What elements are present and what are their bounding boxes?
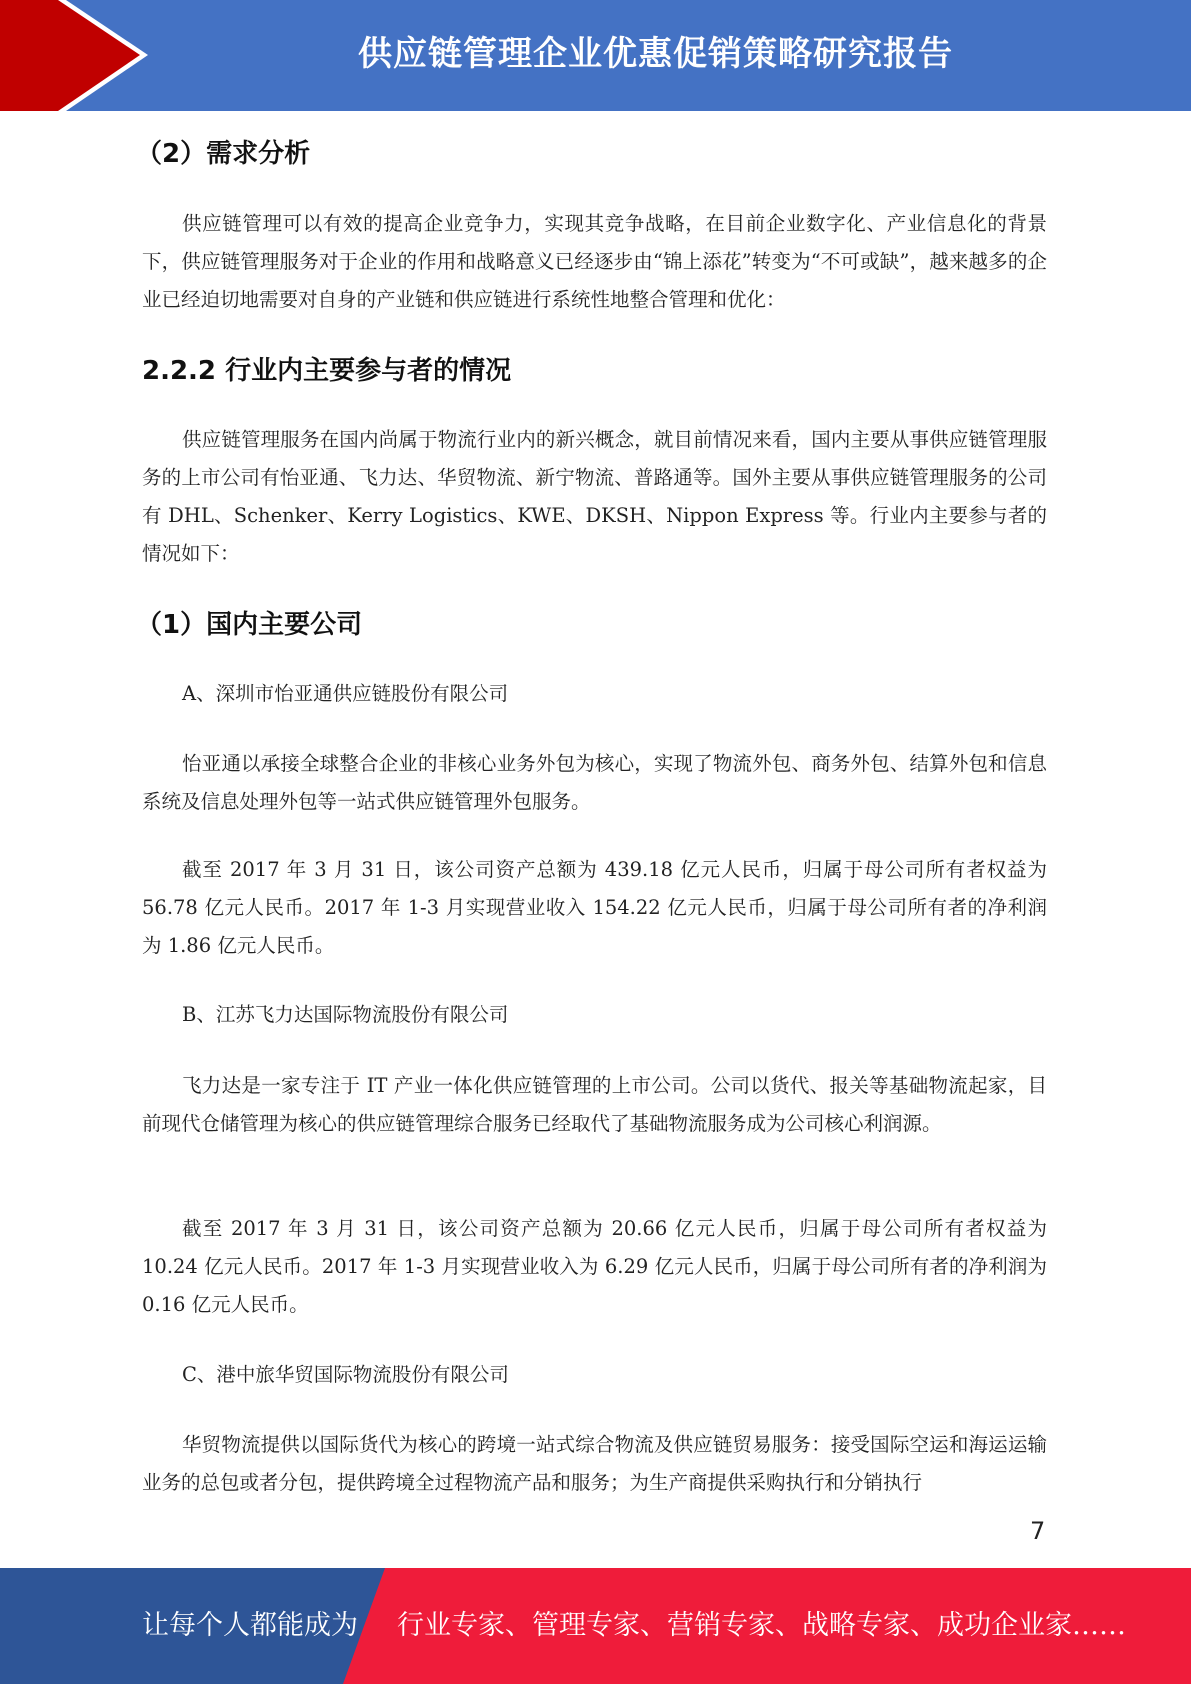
participants-heading: 2.2.2 行业内主要参与者的情况 xyxy=(142,356,512,386)
participants-paragraph: 供应链管理服务在国内尚属于物流行业内的新兴概念，就目前情况来看，国内主要从事供应链管理服务的上市公司有怡亚通、飞力达、华贸物流、新宁物流、普路通等。国外主要从事供应链管理服务的公司有 DHL、Schenker、Kerry Logistics、KWE、DKSH、Nippon Express 等。行业内主要参与者的情况如下： xyxy=(142,428,1047,565)
header-chevron-icon xyxy=(0,0,160,111)
company-a-name: A、深圳市怡亚通供应链股份有限公司 xyxy=(182,682,509,705)
report-title: 供应链管理企业优惠促销策略研究报告 xyxy=(358,34,953,74)
company-b-paragraph-1: 飞力达是一家专注于 IT 产业一体化供应链管理的上市公司。公司以货代、报关等基础物流起家，目前现代仓储管理为核心的供应链管理综合服务已经取代了基础物流服务成为公司核心利润源。 xyxy=(142,1074,1047,1135)
demand-analysis-heading: （2）需求分析 xyxy=(136,139,311,169)
company-c-paragraph-1: 华贸物流提供以国际货代为核心的跨境一站式综合物流及供应链贸易服务：接受国际空运和海运运输业务的总包或者分包，提供跨境全过程物流产品和服务；为生产商提供采购执行和分销执行 xyxy=(142,1433,1047,1494)
footer-slogan-right: 行业专家、管理专家、营销专家、战略专家、成功企业家…… xyxy=(397,1610,1126,1641)
report-footer xyxy=(0,1568,1191,1684)
company-b-paragraph-2: 截至 2017 年 3 月 31 日，该公司资产总额为 20.66 亿元人民币，归属于母公司所有者权益为 10.24 亿元人民币。2017 年 1-3 月实现营业收入为 6.29 亿元人民币，归属于母公司所有者的净利润为 0.16 亿元人民币。 xyxy=(142,1217,1047,1316)
footer-slogan-left: 让每个人都能成为 xyxy=(142,1610,358,1641)
company-a-paragraph-1: 怡亚通以承接全球整合企业的非核心业务外包为核心，实现了物流外包、商务外包、结算外包和信息系统及信息处理外包等一站式供应链管理外包服务。 xyxy=(142,752,1047,813)
demand-analysis-paragraph: 供应链管理可以有效的提高企业竞争力，实现其竞争战略，在目前企业数字化、产业信息化的背景下，供应链管理服务对于企业的作用和战略意义已经逐步由“锦上添花”转变为“不可或缺”，越来越多的企业已经迫切地需要对自身的产业链和供应链进行系统性地整合管理和优化： xyxy=(142,212,1047,311)
domestic-companies-heading: （1）国内主要公司 xyxy=(136,610,363,640)
company-b-name: B、江苏飞力达国际物流股份有限公司 xyxy=(182,1003,509,1026)
company-c-name: C、港中旅华贸国际物流股份有限公司 xyxy=(182,1363,509,1386)
page-number: 7 xyxy=(1030,1517,1046,1545)
company-a-paragraph-2: 截至 2017 年 3 月 31 日，该公司资产总额为 439.18 亿元人民币，归属于母公司所有者权益为 56.78 亿元人民币。2017 年 1-3 月实现营业收入 154.22 亿元人民币，归属于母公司所有者的净利润为 1.86 亿元人民币。 xyxy=(142,858,1047,957)
report-header xyxy=(0,0,1191,111)
